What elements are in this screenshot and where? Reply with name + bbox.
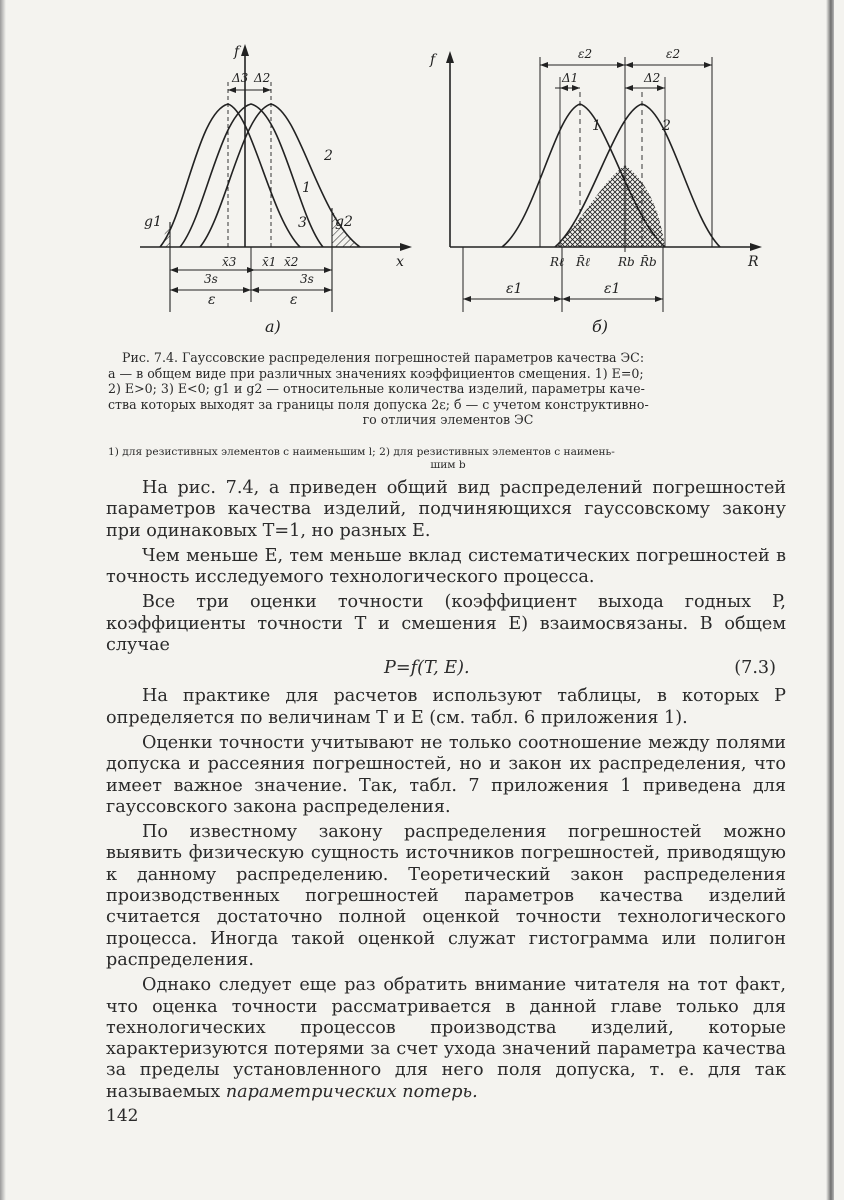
note-line: шим b <box>430 459 466 471</box>
paragraph-1: На рис. 7.4, а приведен общий вид распределений погрешностей параметров качества изделий, подчиняющихся гауссовскому закону при одинаковых T=1, но разных E. <box>106 478 786 541</box>
body-text <box>106 478 786 1103</box>
label-curve-b1: 1 <box>592 118 601 134</box>
tick-x3: x̄3 <box>222 255 237 269</box>
label-delta1: Δ1 <box>562 71 579 85</box>
gauss-figure <box>130 42 780 342</box>
formula-number: (7.3) <box>734 658 776 679</box>
overlap-area <box>555 165 665 247</box>
label-eps1-right: ε1 <box>604 281 621 297</box>
tick-rb: Rb <box>618 255 635 269</box>
label-curve-1: 1 <box>302 180 311 196</box>
tick-x1: x̄1 <box>262 255 277 269</box>
panel-b <box>446 51 762 312</box>
label-g2: g2 <box>335 214 353 230</box>
paragraph-7-text: Однако следует еще раз обратить внимание читателя на тот факт, что оценка точности рассматривается в данной главе только для технологических процессов производства изделий, которые характеризуются потерями за счет ухода значений параметра качества за пределы установленного для него поля допуска, т. е. для так называемых <box>106 975 786 1102</box>
label-delta2-right: Δ2 <box>644 71 661 85</box>
label-eps2-right: ε2 <box>666 47 681 61</box>
figure-caption <box>108 350 788 428</box>
formula: P=f(T, E). <box>384 658 470 679</box>
label-eps-right: ε <box>290 292 298 308</box>
label-r: R <box>748 254 759 270</box>
scan-edge-right <box>826 0 834 1200</box>
formula-row <box>106 656 786 686</box>
label-3s-right: 3s <box>300 272 314 286</box>
label-3s-left: 3s <box>204 272 218 286</box>
tick-x2: x̄2 <box>284 255 299 269</box>
panel-b-label: б) <box>592 317 609 336</box>
paragraph-7 <box>106 975 786 1103</box>
caption-line: а — в общем виде при различных значениях коэффициентов смещения. 1) Е=0; <box>108 365 644 381</box>
label-curve-b2: 2 <box>662 118 671 134</box>
caption-line: ства которых выходят за границы поля допуска 2ε; б — с учетом конструктивно- <box>108 396 649 412</box>
scan-edge-left <box>0 0 6 1200</box>
label-eps-left: ε <box>208 292 216 308</box>
panel-a-labels <box>144 44 404 336</box>
label-eps1-left: ε1 <box>506 281 523 297</box>
caption-line: 2) Е>0; 3) Е<0; g1 и g2 — относительные количества изделий, параметры каче- <box>108 381 645 397</box>
paragraph-4: На практике для расчетов используют таблицы, в которых P определяется по величинам T и E (см. табл. 6 приложения 1). <box>106 686 786 728</box>
figure-note <box>108 446 788 472</box>
label-curve-3: 3 <box>298 215 307 231</box>
caption-line: Рис. 7.4. Гауссовские распределения погрешностей параметров качества ЭС: <box>122 350 645 365</box>
label-delta3: Δ3 <box>232 71 249 85</box>
tick-rl: Rℓ <box>550 255 565 269</box>
caption-line: го отличия элементов ЭС <box>362 412 534 428</box>
label-f-left: f <box>234 44 240 60</box>
paragraph-3: Все три оценки точности (коэффициент выхода годных P, коэффициенты точности T и смешения E) взаимосвязаны. В общем случае <box>106 592 786 656</box>
label-x-left: x <box>396 254 404 270</box>
paragraph-7-term: параметрических потерь. <box>225 1081 478 1102</box>
panel-b-labels <box>429 47 759 336</box>
label-f-right: f <box>430 52 436 68</box>
label-delta2: Δ2 <box>254 71 271 85</box>
tick-rl-bar: R̄ℓ <box>576 255 591 269</box>
page-number: 142 <box>106 1106 139 1126</box>
paragraph-2: Чем меньше E, тем меньше вклад систематических погрешностей в точность исследуемого технологического процесса. <box>106 545 786 588</box>
note-line: 1) для резистивных элементов с наименьшим l; 2) для резистивных элементов с наимень- <box>108 446 615 458</box>
label-curve-2: 2 <box>324 148 333 164</box>
tick-rb-bar: R̄b <box>640 255 657 269</box>
label-eps2-left: ε2 <box>578 47 593 61</box>
panel-a-label: а) <box>265 317 281 336</box>
label-g1: g1 <box>144 214 162 230</box>
paragraph-6: По известному закону распределения погрешностей можно выявить физическую сущность источников погрешностей, приводящую к данному распределению. Теоретический закон распределения производственных погрешностей параметров качества изделий считается достаточно полной оценкой точности технологического процесса. Иногда такой оценкой служат гистограмма или полигон распределения. <box>106 822 786 970</box>
paragraph-5: Оценки точности учитывают не только соотношение между полями допуска и рассеяния погрешностей, но и закон их распределения, что имеет важное значение. Так, табл. 7 приложения 1 приведена для гауссовского закона распределения. <box>106 732 786 817</box>
panel-a <box>140 44 412 312</box>
